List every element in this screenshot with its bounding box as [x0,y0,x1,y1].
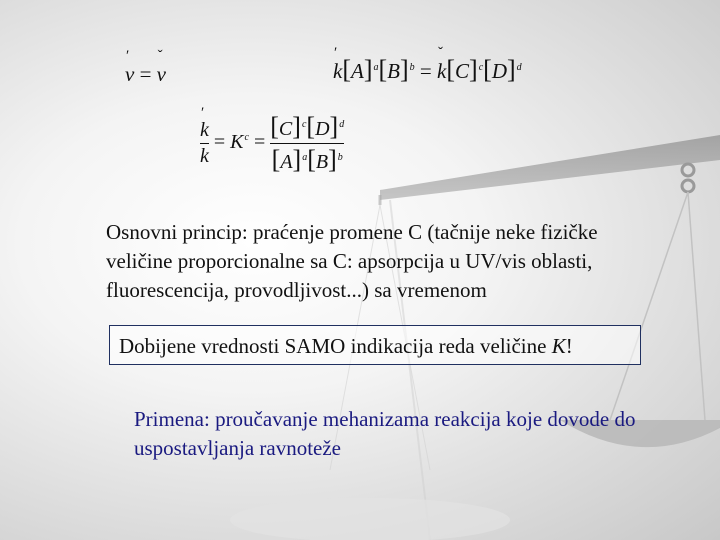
exponent-b: b [409,62,415,73]
forward-rate-symbol: ′ v [125,48,135,86]
equals-sign: = [213,131,226,154]
principle-paragraph: Osnovni princip: praćenje promene C (tačnije neke fizičke veličine proporcionalne sa C: apsorpcija u UV/vis oblasti, fluorescencija, provodljivost...) sa vremenom [106,220,598,302]
note-exclamation: ! [565,334,573,358]
exponent-c: c [478,62,484,73]
species-D: D [491,59,507,83]
equals-sign: = [419,59,432,83]
equation-rate-equality [125,48,166,87]
note-constant-K: K [551,334,566,358]
reverse-rate-constant: k [200,145,209,167]
scale-right-string-2 [688,192,705,420]
reverse-rate-constant: ˇ k [437,45,447,83]
note-text: Dobijene vrednosti SAMO indikacija reda veličine [119,334,552,358]
reverse-rate-symbol: ˇ v [156,48,166,86]
fraction-bar [270,143,344,144]
species-B: B [387,59,400,83]
forward-rate-constant: ′ k [200,105,209,141]
rate-constant-ratio [200,105,209,168]
species-A: A [351,59,364,83]
species-C: C [455,59,470,83]
exponent-a: a [373,62,379,73]
denominator: $[A]^a[B]^b$ [271,145,343,174]
scale-ring-top [682,164,694,176]
highlighted-note-box [109,325,641,365]
equilibrium-constant-K: K [230,131,244,154]
equation-equilibrium-constant [200,105,345,175]
fraction-bar [200,143,209,144]
application-paragraph: Primena: proučavanje mehanizama reakcija koje dovode do uspostavljanja ravnoteže [134,407,636,460]
exponent-d: d [516,62,522,73]
scale-base [230,498,510,540]
equals-sign: = [139,62,152,86]
forward-rate-constant: ′ k [333,45,343,83]
scale-ring-bottom [682,180,694,192]
equals-sign: = [253,131,266,154]
numerator: $[C]^c[D]^d$ [270,112,345,141]
equation-rate-law-balance: ′ $k[A]^a[B]^b$ = ˇ $k[C]^c[D]^d$ [333,45,522,84]
scale-beam [380,135,720,200]
concentration-ratio [270,112,344,175]
k-superscript-c: c [244,132,249,144]
